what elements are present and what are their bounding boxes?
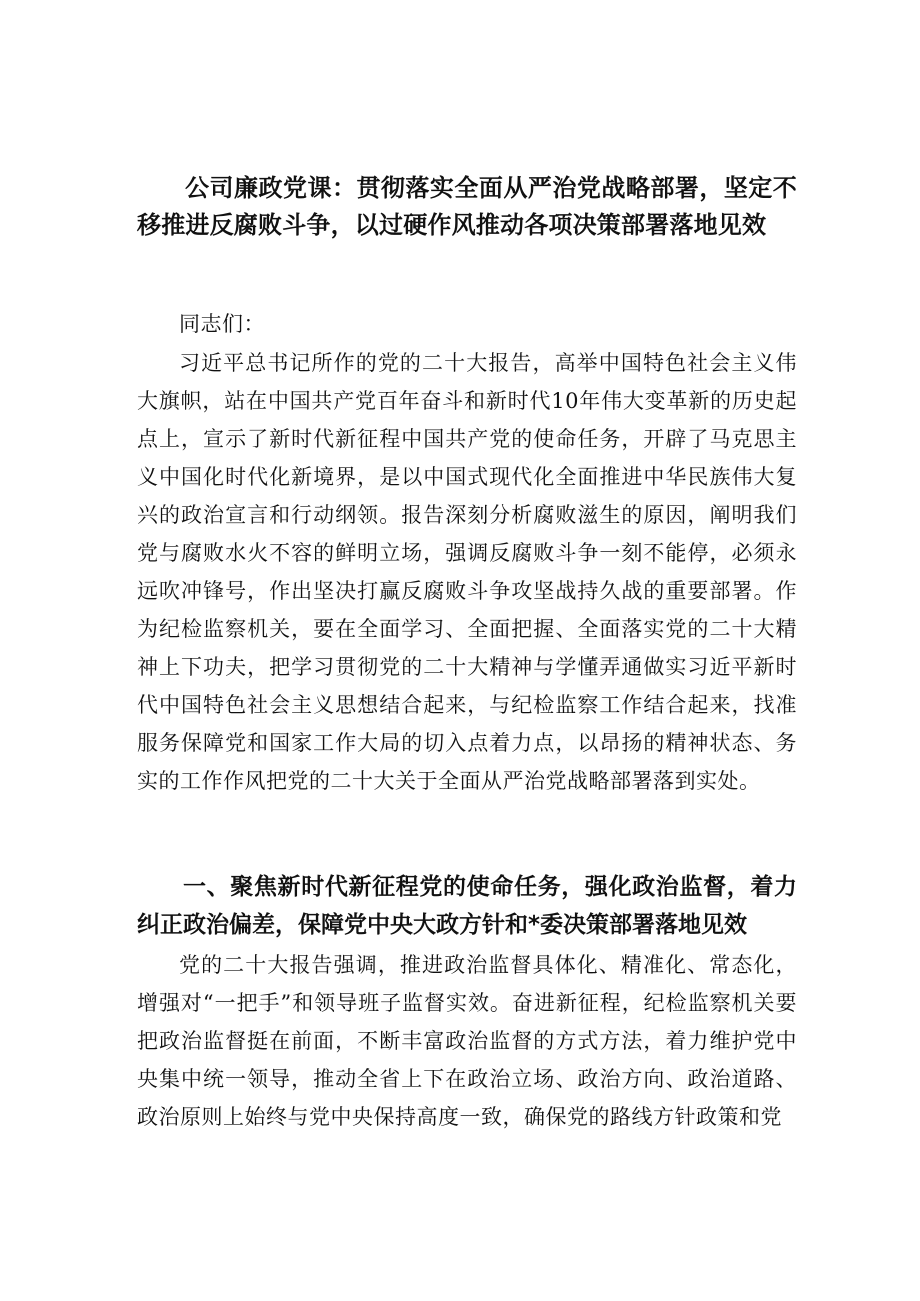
section-heading-1: 一、聚焦新时代新征程党的使命任务，强化政治监督，着力纠正政治偏差，保障党中央大政方针和*委决策部署落地见效 — [137, 874, 797, 938]
paragraph-intro: 习近平总书记所作的党的二十大报告，高举中国特色社会主义伟大旗帜，站在中国共产党百年奋斗和新时代10年伟大变革新的历史起点上，宣示了新时代新征程中国共产党的使命任务，开辟了马克思主义中国化时代化新境界，是以中国式现代化全面推进中华民族伟大复兴的政治宣言和行动纲领。报告深刻分析腐败滋生的原因，阐明我们党与腐败水火不容的鲜明立场，强调反腐败斗争一刻不能停，必须永远吹冲锋号，作出坚决打赢反腐败斗争攻坚战持久战的重要部署。作为纪检监察机关，要在全面学习、全面把握、全面落实党的二十大精神上下功夫，把学习贯彻党的二十大精神与学懂弄通做实习近平新时代中国特色社会主义思想结合起来，与纪检监察工作结合起来，找准服务保障党和国家工作大局的切入点着力点，以昂扬的精神状态、务实的工作作风把党的二十大关于全面从严治党战略部署落到实处。 — [137, 351, 797, 793]
document-title: 公司廉政党课：贯彻落实全面从严治党战略部署，坚定不移推进反腐败斗争，以过硬作风推动各项决策部署落地见效 — [137, 174, 797, 239]
paragraph-section-1: 党的二十大报告强调，推进政治监督具体化、精准化、常态化，增强对“一把手”和领导班子监督实效。奋进新征程，纪检监察机关要把政治监督挺在前面，不断丰富政治监督的方式方法，着力维护党中央集中统一领导，推动全省上下在政治立场、政治方向、政治道路、政治原则上始终与党中央保持高度一致，确保党的路线方针政策和党 — [137, 953, 797, 1129]
greeting: 同志们： — [179, 312, 265, 336]
